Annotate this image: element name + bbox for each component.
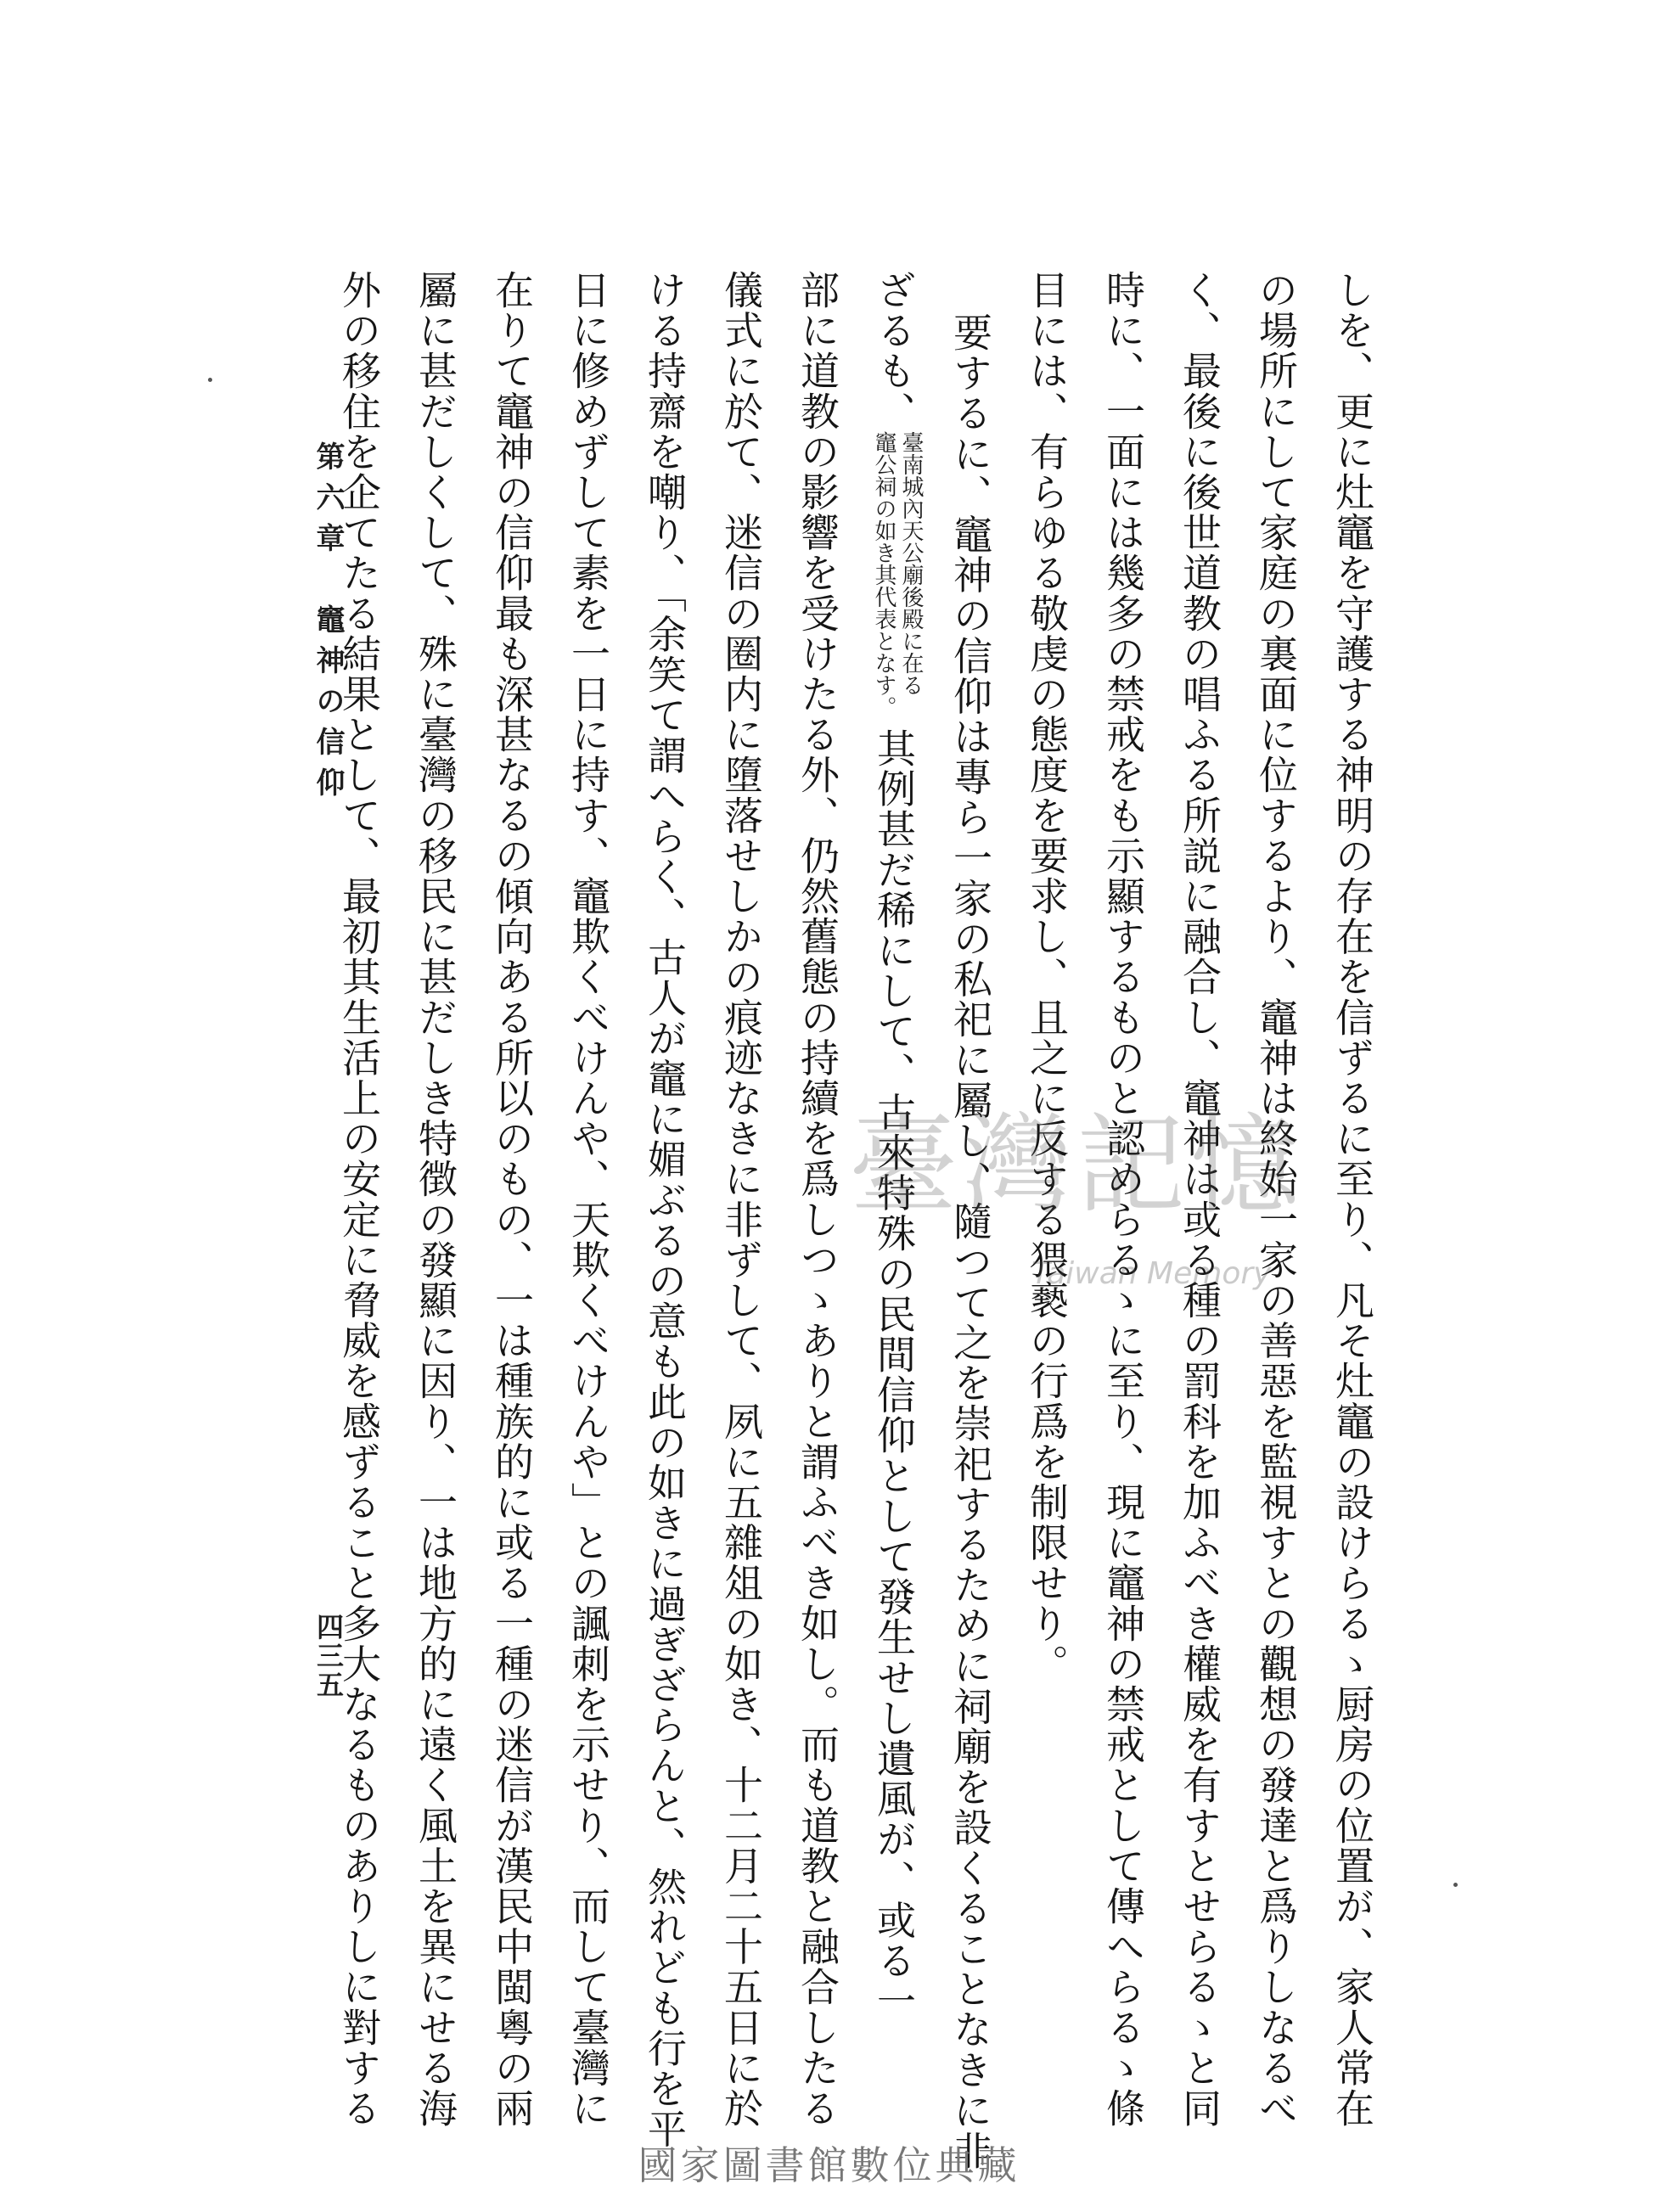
text-column-14: 外の移住を企てたる結果として、最初其生活上の安定に脅威を感ずること多大なるものありしに對する	[336, 270, 382, 2129]
text-column-12: 在りて竈神の信仰最も深甚なるの傾向ある所以のもの、一は種族的に或る一種の迷信が漢民中閩粵の兩	[489, 270, 535, 2129]
text-column-2: の場所にして家庭の裏面に位するより、竈神は終始一家の善惡を監視すとの觀想の發達と爲りしなるべ	[1253, 270, 1299, 2129]
text-column-7-tail: 其例甚だ稀にして、古來特殊の民間信仰として發生せし遺風が、或る一	[871, 728, 917, 2022]
text-column-8: 部に道教の影響を受けたる外、仍然舊態の持續を爲しつゝありと謂ふべき如し。而も道教と融合したる	[795, 270, 840, 2129]
text-column-6: 要するに、竈神の信仰は專ら一家の私祀に屬し、隨つて之を崇祀するために祠廟を設くることなきに非	[947, 312, 993, 2171]
text-column-5: 目には、有らゆる敬虔の態度を要求し、且之に反する猥褻の行爲を制限せり。	[1024, 270, 1070, 1684]
library-watermark-english: Taiwan Memory	[1031, 1256, 1272, 1291]
inline-note-line-2: 竈公祠の如き其代表となす。	[871, 431, 896, 718]
text-column-1: しを、更に灶竈を守護する神明の存在を信ずるに至り、凡そ灶竈の設けらるゝ厨房の位置が、家人常在	[1329, 270, 1375, 2129]
text-column-9: 儀式に於て、迷信の圈内に墮落せしかの痕迹なきに非ずして、夙に五雜俎の如き、十二月二十五日に於	[718, 270, 764, 2129]
text-column-11: 日に修めずして素を一日に持す、竈欺くべけんや、天欺くべけんや」との諷刺を示せり、而して臺灣に	[565, 270, 611, 2129]
scan-speck	[208, 378, 212, 382]
text-column-3: く、最後に後世道教の唱ふる所説に融合し、竈神は或る種の罰科を加ふべき權威を有すとせらるゝと同	[1177, 270, 1222, 2129]
scan-speck	[1453, 1883, 1458, 1887]
footer-credit: 國家圖書館數位典藏	[638, 2142, 1020, 2188]
text-column-4: 時に、一面には幾多の禁戒をも示顯するものと認めらるゝに至り、現に竈神の禁戒として傳へらるゝ條	[1100, 270, 1146, 2129]
inline-note-line-1: 臺南城內天公廟後殿に在る	[898, 431, 924, 696]
running-header: 第六章 竈神の信仰	[311, 441, 345, 808]
text-column-13: 屬に甚だしくして、殊に臺灣の移民に甚だしき特徴の發顯に因り、一は地方的に遠く風土を異にせる海	[413, 270, 458, 2129]
page-number: 四三五	[312, 1613, 345, 1699]
text-column-10: ける持齋を嘲り、「余笑て謂へらく、古人が竈に媚ぶるの意も此の如きに過ぎざらんと、然れども行を平	[642, 270, 688, 2150]
text-column-7-head: ざるも、	[871, 270, 917, 432]
library-watermark: 臺灣記憶	[849, 1103, 1305, 1229]
